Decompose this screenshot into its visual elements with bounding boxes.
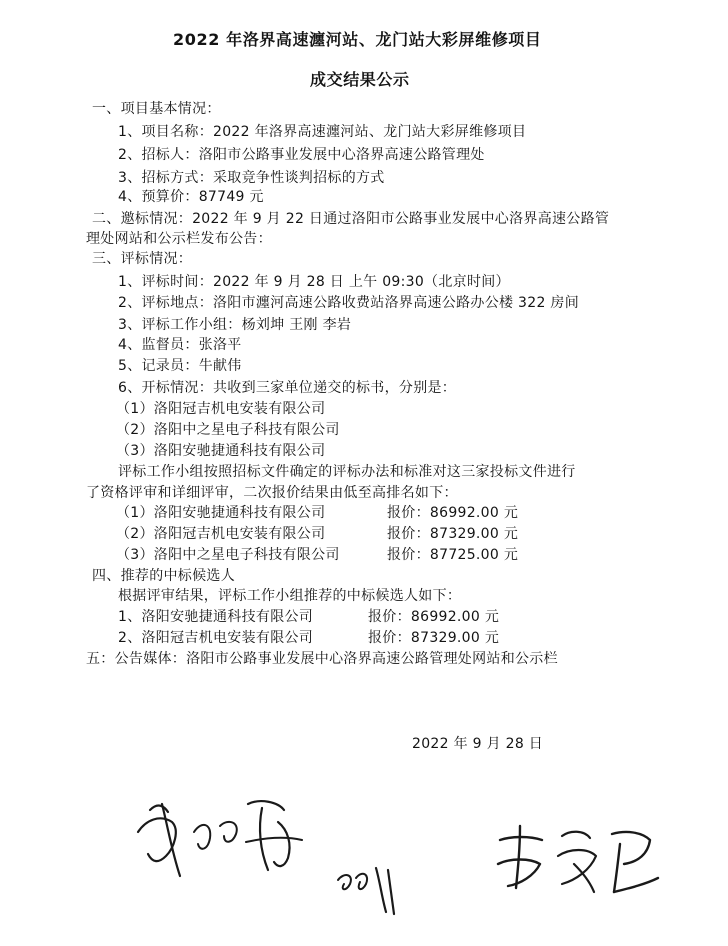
candidate-name: 2、洛阳冠吉机电安装有限公司: [118, 630, 314, 646]
section1-item-method: 3、招标方式：采取竞争性谈判招标的方式: [118, 170, 385, 186]
ranking-name: （1）洛阳安驰捷通科技有限公司: [116, 505, 326, 521]
section5-media: 五：公告媒体：洛阳市公路事业发展中心洛界高速公路管理处网站和公示栏: [86, 651, 558, 667]
bidder-item: （1）洛阳冠吉机电安装有限公司: [116, 401, 326, 417]
signature-1: [128, 792, 343, 887]
section4-intro: 根据评审结果，评标工作小组推荐的中标候选人如下：: [118, 588, 462, 604]
section3-item-supervisor: 4、监督员：张洛平: [118, 337, 242, 353]
document-date: 2022 年 9 月 28 日: [412, 736, 544, 752]
section1-item-tenderer: 2、招标人：洛阳市公路事业发展中心洛界高速公路管理处: [118, 147, 485, 163]
section3-item-place: 2、评标地点：洛阳市瀍河高速公路收费站洛界高速公路办公楼 322 房间: [118, 295, 580, 311]
section1-item-budget: 4、预算价：87749 元: [118, 189, 264, 205]
section3-item-time: 1、评标时间：2022 年 9 月 28 日 上午 09:30（北京时间）: [118, 274, 510, 290]
evaluation-paragraph-line1: 评标工作小组按照招标文件确定的评标办法和标准对这三家投标文件进行: [118, 464, 576, 480]
ranking-name: （3）洛阳中之星电子科技有限公司: [116, 547, 340, 563]
document-title: 2022 年洛界高速瀍河站、龙门站大彩屏维修项目: [173, 30, 542, 49]
section3-item-recorder: 5、记录员：牛献伟: [118, 358, 242, 374]
evaluation-paragraph-line2: 了资格评审和详细评审，二次报价结果由低至高排名如下：: [86, 485, 458, 501]
bidder-item: （2）洛阳中之星电子科技有限公司: [116, 422, 340, 438]
section2-line2: 理处网站和公示栏发布公告：: [86, 231, 272, 247]
section4-heading: 四、推荐的中标候选人: [92, 568, 235, 584]
candidate-price: 报价：87329.00 元: [368, 630, 500, 646]
ranking-name: （2）洛阳冠吉机电安装有限公司: [116, 526, 326, 542]
candidate-name: 1、洛阳安驰捷通科技有限公司: [118, 609, 314, 625]
bidder-item: （3）洛阳安驰捷通科技有限公司: [116, 443, 326, 459]
section1-heading: 一、项目基本情况：: [92, 101, 221, 117]
ranking-price: 报价：86992.00 元: [387, 505, 519, 521]
candidate-price: 报价：86992.00 元: [368, 609, 500, 625]
section3-item-panel: 3、评标工作小组：杨刘坤 王刚 李岩: [118, 317, 352, 333]
section3-item-opening: 6、开标情况：共收到三家单位递交的标书，分别是：: [118, 380, 457, 396]
signature-2: [330, 850, 410, 920]
ranking-price: 报价：87725.00 元: [387, 547, 519, 563]
document-subtitle: 成交结果公示: [310, 70, 410, 89]
section2-line1: 二、邀标情况：2022 年 9 月 22 日通过洛阳市公路事业发展中心洛界高速公路管: [92, 211, 610, 227]
section3-heading: 三、评标情况：: [92, 251, 193, 267]
ranking-price: 报价：87329.00 元: [387, 526, 519, 542]
signature-3: [490, 818, 665, 903]
section1-item-name: 1、项目名称：2022 年洛界高速瀍河站、龙门站大彩屏维修项目: [118, 124, 527, 140]
